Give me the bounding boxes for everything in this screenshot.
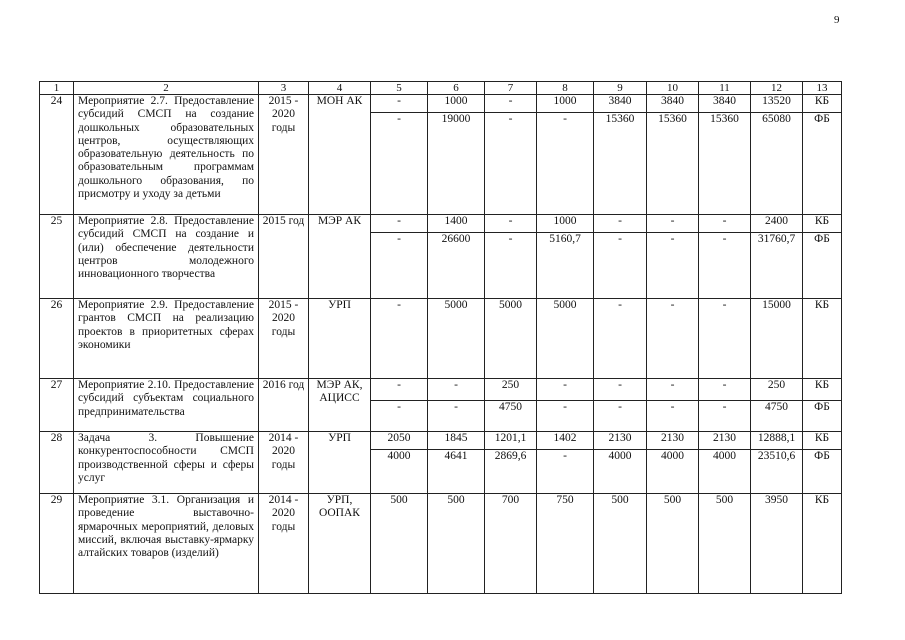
value-cell: 15360: [699, 113, 751, 215]
table-row: [40, 379, 842, 401]
value-cell: 4000: [594, 450, 647, 494]
value-cell: 2130: [594, 432, 647, 450]
table-row: [40, 432, 842, 450]
funding-source: КБ: [803, 432, 842, 450]
value-cell: 5000: [485, 299, 537, 379]
col-header: 13: [803, 82, 842, 95]
value-cell: 4750: [751, 401, 803, 432]
col-header: 12: [751, 82, 803, 95]
funding-source: ФБ: [803, 233, 842, 299]
value-cell: 13520: [751, 95, 803, 113]
row-description: Мероприятие 2.7. Предоставление субсидий СМСП на создание дошкольных образовательных центров, осуществляющих образовательную деятельность по образовательным программам дошкольного образования, по присмотру и уходу за детьми: [74, 95, 259, 215]
table-row: [40, 215, 842, 233]
value-cell: -: [371, 299, 428, 379]
funding-source: КБ: [803, 95, 842, 113]
row-description: Мероприятие 2.9. Предоставление грантов СМСП на реализацию проектов в приоритетных сферах экономики: [74, 299, 259, 379]
col-header: 9: [594, 82, 647, 95]
value-cell: -: [485, 113, 537, 215]
value-cell: 4000: [371, 450, 428, 494]
row-description: Мероприятие 2.8. Предоставление субсидий СМСП на создание и (или) обеспечение деятельности центров молодежного инновационного творчества: [74, 215, 259, 299]
value-cell: 750: [537, 494, 594, 594]
value-cell: -: [371, 379, 428, 401]
value-cell: 15360: [594, 113, 647, 215]
funding-source: КБ: [803, 215, 842, 233]
value-cell: 1400: [428, 215, 485, 233]
table-row: [40, 95, 842, 113]
value-cell: 500: [699, 494, 751, 594]
row-period: 2015 - 2020 годы: [259, 299, 309, 379]
value-cell: -: [699, 401, 751, 432]
col-header: 8: [537, 82, 594, 95]
row-executor: УРП, ООПАК: [309, 494, 371, 594]
row-period: 2015 год: [259, 215, 309, 299]
value-cell: -: [485, 233, 537, 299]
page-number: 9: [834, 14, 840, 26]
value-cell: -: [594, 379, 647, 401]
row-description: Мероприятие 3.1. Организация и проведение выставочно-ярмарочных мероприятий, деловых миссий, включая выставку-ярмарку алтайских товаров (изделий): [74, 494, 259, 594]
value-cell: 2130: [647, 432, 699, 450]
value-cell: 250: [485, 379, 537, 401]
value-cell: 31760,7: [751, 233, 803, 299]
value-cell: 500: [594, 494, 647, 594]
value-cell: 5160,7: [537, 233, 594, 299]
value-cell: -: [699, 233, 751, 299]
funding-source: ФБ: [803, 113, 842, 215]
value-cell: 700: [485, 494, 537, 594]
value-cell: 26600: [428, 233, 485, 299]
value-cell: 19000: [428, 113, 485, 215]
value-cell: 1000: [537, 95, 594, 113]
row-period: 2016 год: [259, 379, 309, 432]
funding-source: ФБ: [803, 450, 842, 494]
value-cell: 500: [428, 494, 485, 594]
row-number: 24: [40, 95, 74, 215]
value-cell: -: [594, 215, 647, 233]
value-cell: 4750: [485, 401, 537, 432]
value-cell: -: [647, 379, 699, 401]
value-cell: -: [537, 401, 594, 432]
col-header: 2: [74, 82, 259, 95]
header-row: [40, 82, 842, 95]
value-cell: 3840: [699, 95, 751, 113]
value-cell: 3840: [647, 95, 699, 113]
value-cell: -: [699, 379, 751, 401]
col-header: 5: [371, 82, 428, 95]
value-cell: 23510,6: [751, 450, 803, 494]
value-cell: 2400: [751, 215, 803, 233]
row-number: 25: [40, 215, 74, 299]
row-period: 2015 - 2020 годы: [259, 95, 309, 215]
col-header: 11: [699, 82, 751, 95]
value-cell: 1000: [428, 95, 485, 113]
col-header: 3: [259, 82, 309, 95]
value-cell: -: [371, 233, 428, 299]
value-cell: 4000: [699, 450, 751, 494]
value-cell: 500: [371, 494, 428, 594]
value-cell: 15360: [647, 113, 699, 215]
row-executor: МЭР АК: [309, 215, 371, 299]
row-number: 27: [40, 379, 74, 432]
value-cell: 2050: [371, 432, 428, 450]
value-cell: -: [699, 299, 751, 379]
value-cell: 250: [751, 379, 803, 401]
value-cell: 2869,6: [485, 450, 537, 494]
row-description: Мероприятие 2.10. Предоставление субсидий субъектам социального предпринимательства: [74, 379, 259, 432]
col-header: 10: [647, 82, 699, 95]
value-cell: -: [371, 95, 428, 113]
value-cell: -: [537, 379, 594, 401]
value-cell: 3950: [751, 494, 803, 594]
value-cell: -: [537, 450, 594, 494]
value-cell: -: [594, 233, 647, 299]
value-cell: 500: [647, 494, 699, 594]
value-cell: -: [647, 233, 699, 299]
value-cell: 4000: [647, 450, 699, 494]
row-number: 26: [40, 299, 74, 379]
row-executor: УРП: [309, 299, 371, 379]
value-cell: -: [485, 95, 537, 113]
row-period: 2014 - 2020 годы: [259, 494, 309, 594]
row-number: 28: [40, 432, 74, 494]
funding-source: КБ: [803, 379, 842, 401]
value-cell: 5000: [537, 299, 594, 379]
row-executor: УРП: [309, 432, 371, 494]
value-cell: 1201,1: [485, 432, 537, 450]
funding-source: КБ: [803, 299, 842, 379]
row-description: Задача 3. Повышение конкурентоспособности СМСП производственной сферы и сферы услуг: [74, 432, 259, 494]
row-number: 29: [40, 494, 74, 594]
table-row: [40, 299, 842, 379]
value-cell: -: [428, 401, 485, 432]
value-cell: -: [647, 299, 699, 379]
row-executor: МЭР АК, АЦИСС: [309, 379, 371, 432]
value-cell: -: [594, 299, 647, 379]
value-cell: -: [428, 379, 485, 401]
value-cell: -: [371, 113, 428, 215]
col-header: 4: [309, 82, 371, 95]
value-cell: -: [699, 215, 751, 233]
col-header: 1: [40, 82, 74, 95]
value-cell: 4641: [428, 450, 485, 494]
value-cell: 1402: [537, 432, 594, 450]
value-cell: -: [594, 401, 647, 432]
col-header: 6: [428, 82, 485, 95]
value-cell: -: [647, 215, 699, 233]
funding-source: ФБ: [803, 401, 842, 432]
value-cell: 5000: [428, 299, 485, 379]
table-row: [40, 494, 842, 594]
program-table: [39, 81, 842, 594]
value-cell: -: [485, 215, 537, 233]
value-cell: -: [371, 401, 428, 432]
value-cell: 2130: [699, 432, 751, 450]
value-cell: -: [537, 113, 594, 215]
value-cell: -: [647, 401, 699, 432]
value-cell: 1845: [428, 432, 485, 450]
value-cell: 65080: [751, 113, 803, 215]
value-cell: 1000: [537, 215, 594, 233]
row-executor: МОН АК: [309, 95, 371, 215]
value-cell: 15000: [751, 299, 803, 379]
col-header: 7: [485, 82, 537, 95]
value-cell: 12888,1: [751, 432, 803, 450]
funding-source: КБ: [803, 494, 842, 594]
value-cell: 3840: [594, 95, 647, 113]
value-cell: -: [371, 215, 428, 233]
row-period: 2014 - 2020 годы: [259, 432, 309, 494]
